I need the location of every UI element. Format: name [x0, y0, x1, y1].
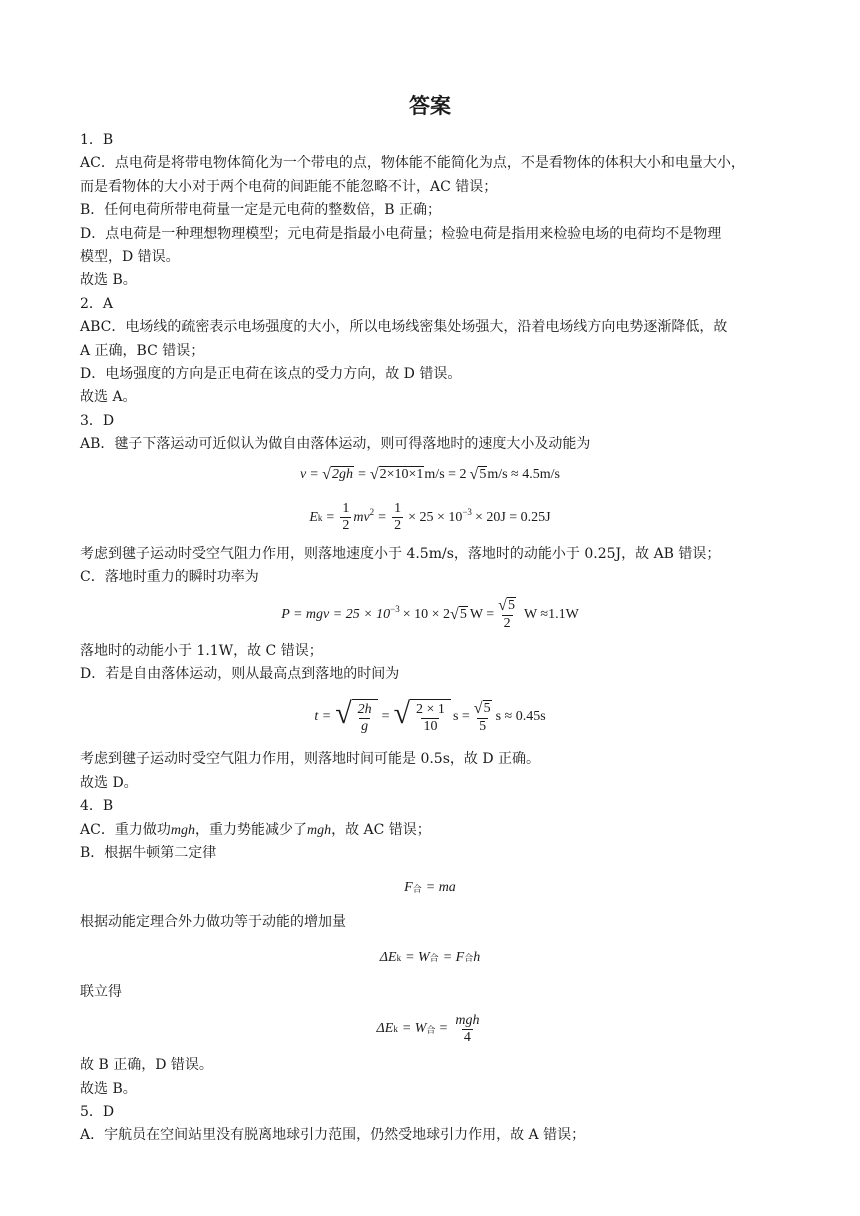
q1-line: D．点电荷是一种理想物理模型；元电荷是指最小电荷量；检验电荷是指用来检验电场的电荷均不是物理: [80, 225, 722, 242]
q5-line: A．宇航员在空间站里没有脱离地球引力范围，仍然受地球引力作用，故 A 错误；: [80, 1127, 586, 1144]
q3-line: 考虑到毽子运动时受空气阻力作用，则落地时间可能是 0.5s，故 D 正确。: [80, 751, 541, 768]
q5-heading: 5．D: [80, 1103, 115, 1120]
answer-content: [80, 129, 780, 1148]
q1-line: AC．点电荷是将带电物体简化为一个带电的点，物体能不能简化为点，不是看物体的体积大小和电量大小，: [80, 155, 745, 172]
q2-line: 故选 A。: [80, 389, 137, 406]
power-formula: P = mgv = 25 × 10 $^{-3}$ × 10 × 2 √ 5 W = √ 5 2 W ≈1.1W: [281, 597, 579, 631]
q1-line: 而是看物体的大小对于两个电荷的间距能不能忽略不计，AC 错误；: [80, 178, 498, 195]
fraction: $\frac{\text{mgh}}{4}$: [455, 1012, 480, 1045]
formula-text: m/s = 2: [424, 466, 467, 482]
time-formula: t = √ $\frac{2h}{g}$ = √ $\frac{2 \times 1}{10}$ s = √ 5 5 s ≈ 0.45s: [314, 697, 546, 735]
formula-symbol: E: [309, 509, 318, 525]
q4-line: 故选 B。: [80, 1080, 137, 1097]
newton-formula: F 合 = ma: [404, 880, 456, 896]
kinetic-energy-formula: E k = $\frac{1}{2}$ mv $^2$ = $\frac{1}{2}$ × 25 × 10 $^{-3}$ × 20J = 0.25J: [309, 501, 551, 534]
q3-line: 故选 D。: [80, 774, 138, 791]
fraction: $\frac{1}{2}$: [342, 501, 350, 534]
q2-line: A 正确，BC 错误；: [80, 342, 205, 359]
sqrt: √ 5: [469, 466, 487, 484]
q3-heading: 3．D: [80, 412, 115, 429]
q4-line: B．根据牛顿第二定律: [80, 844, 217, 861]
q3-line: 考虑到毽子运动时受空气阻力作用，则落地速度小于 4.5m/s，落地时的动能小于 0.25J，故 AB 错误；: [80, 545, 721, 562]
q4-line: 根据动能定理合外力做功等于动能的增加量: [80, 914, 346, 931]
q1-line: 模型，D 错误。: [80, 249, 180, 266]
q2-line: ABC．电场线的疏密表示电场强度的大小，所以电场线密集处场强大，沿着电场线方向电势逐渐降低，故: [80, 319, 728, 336]
sqrt: √ $\frac{2 \times 1}{10}$: [394, 699, 451, 735]
fraction: √ 5 5: [473, 699, 491, 734]
combined-formula: ΔE k = W 合 = $\frac{\text{mgh}}{4}$: [376, 1012, 480, 1045]
sqrt: √ $\frac{2h}{g}$: [335, 699, 377, 735]
sqrt: √ 2×10×1: [369, 466, 424, 484]
q3-line: 落地时的动能小于 1.1W，故 C 错误；: [80, 642, 323, 659]
q1-heading: 1．B: [80, 132, 114, 148]
q2-heading: 2．A: [80, 295, 114, 312]
fraction: $\frac{1}{2}$: [394, 501, 402, 534]
q4-heading: 4．B: [80, 798, 114, 815]
formula-symbol: v: [300, 466, 307, 482]
q1-line: B．任何电荷所带电荷量一定是元电荷的整数倍，B 正确；: [80, 202, 442, 219]
q4-line: AC．重力做功mgh，重力势能减少了mgh，故 AC 错误；: [80, 821, 431, 838]
sqrt: √ 5: [450, 606, 467, 623]
q3-line: D．若是自由落体运动，则从最高点到落地的时间为: [80, 665, 400, 682]
page-title: 答案: [409, 94, 451, 118]
formula-text: m/s ≈ 4.5m/s: [487, 466, 560, 482]
velocity-formula: v = √ 2gh = √ 2×10×1 m/s = 2 √ 5 m/s ≈ 4.5m/s: [300, 466, 560, 484]
q2-line: D．电场强度的方向是正电荷在该点的受力方向，故 D 错误。: [80, 366, 462, 383]
q3-line: C．落地时重力的瞬时功率为: [80, 569, 259, 586]
q4-line: 联立得: [80, 983, 122, 1000]
q4-line: 故 B 正确，D 错误。: [80, 1057, 213, 1074]
fraction: √ 5 2: [498, 597, 515, 631]
q3-line: AB．毽子下落运动可近似认为做自由落体运动，则可得落地时的速度大小及动能为: [80, 436, 591, 453]
sqrt: √ 2gh: [322, 466, 353, 484]
q1-line: 故选 B。: [80, 272, 137, 289]
work-energy-formula: ΔE k = W 合 = F 合 h: [379, 949, 481, 965]
